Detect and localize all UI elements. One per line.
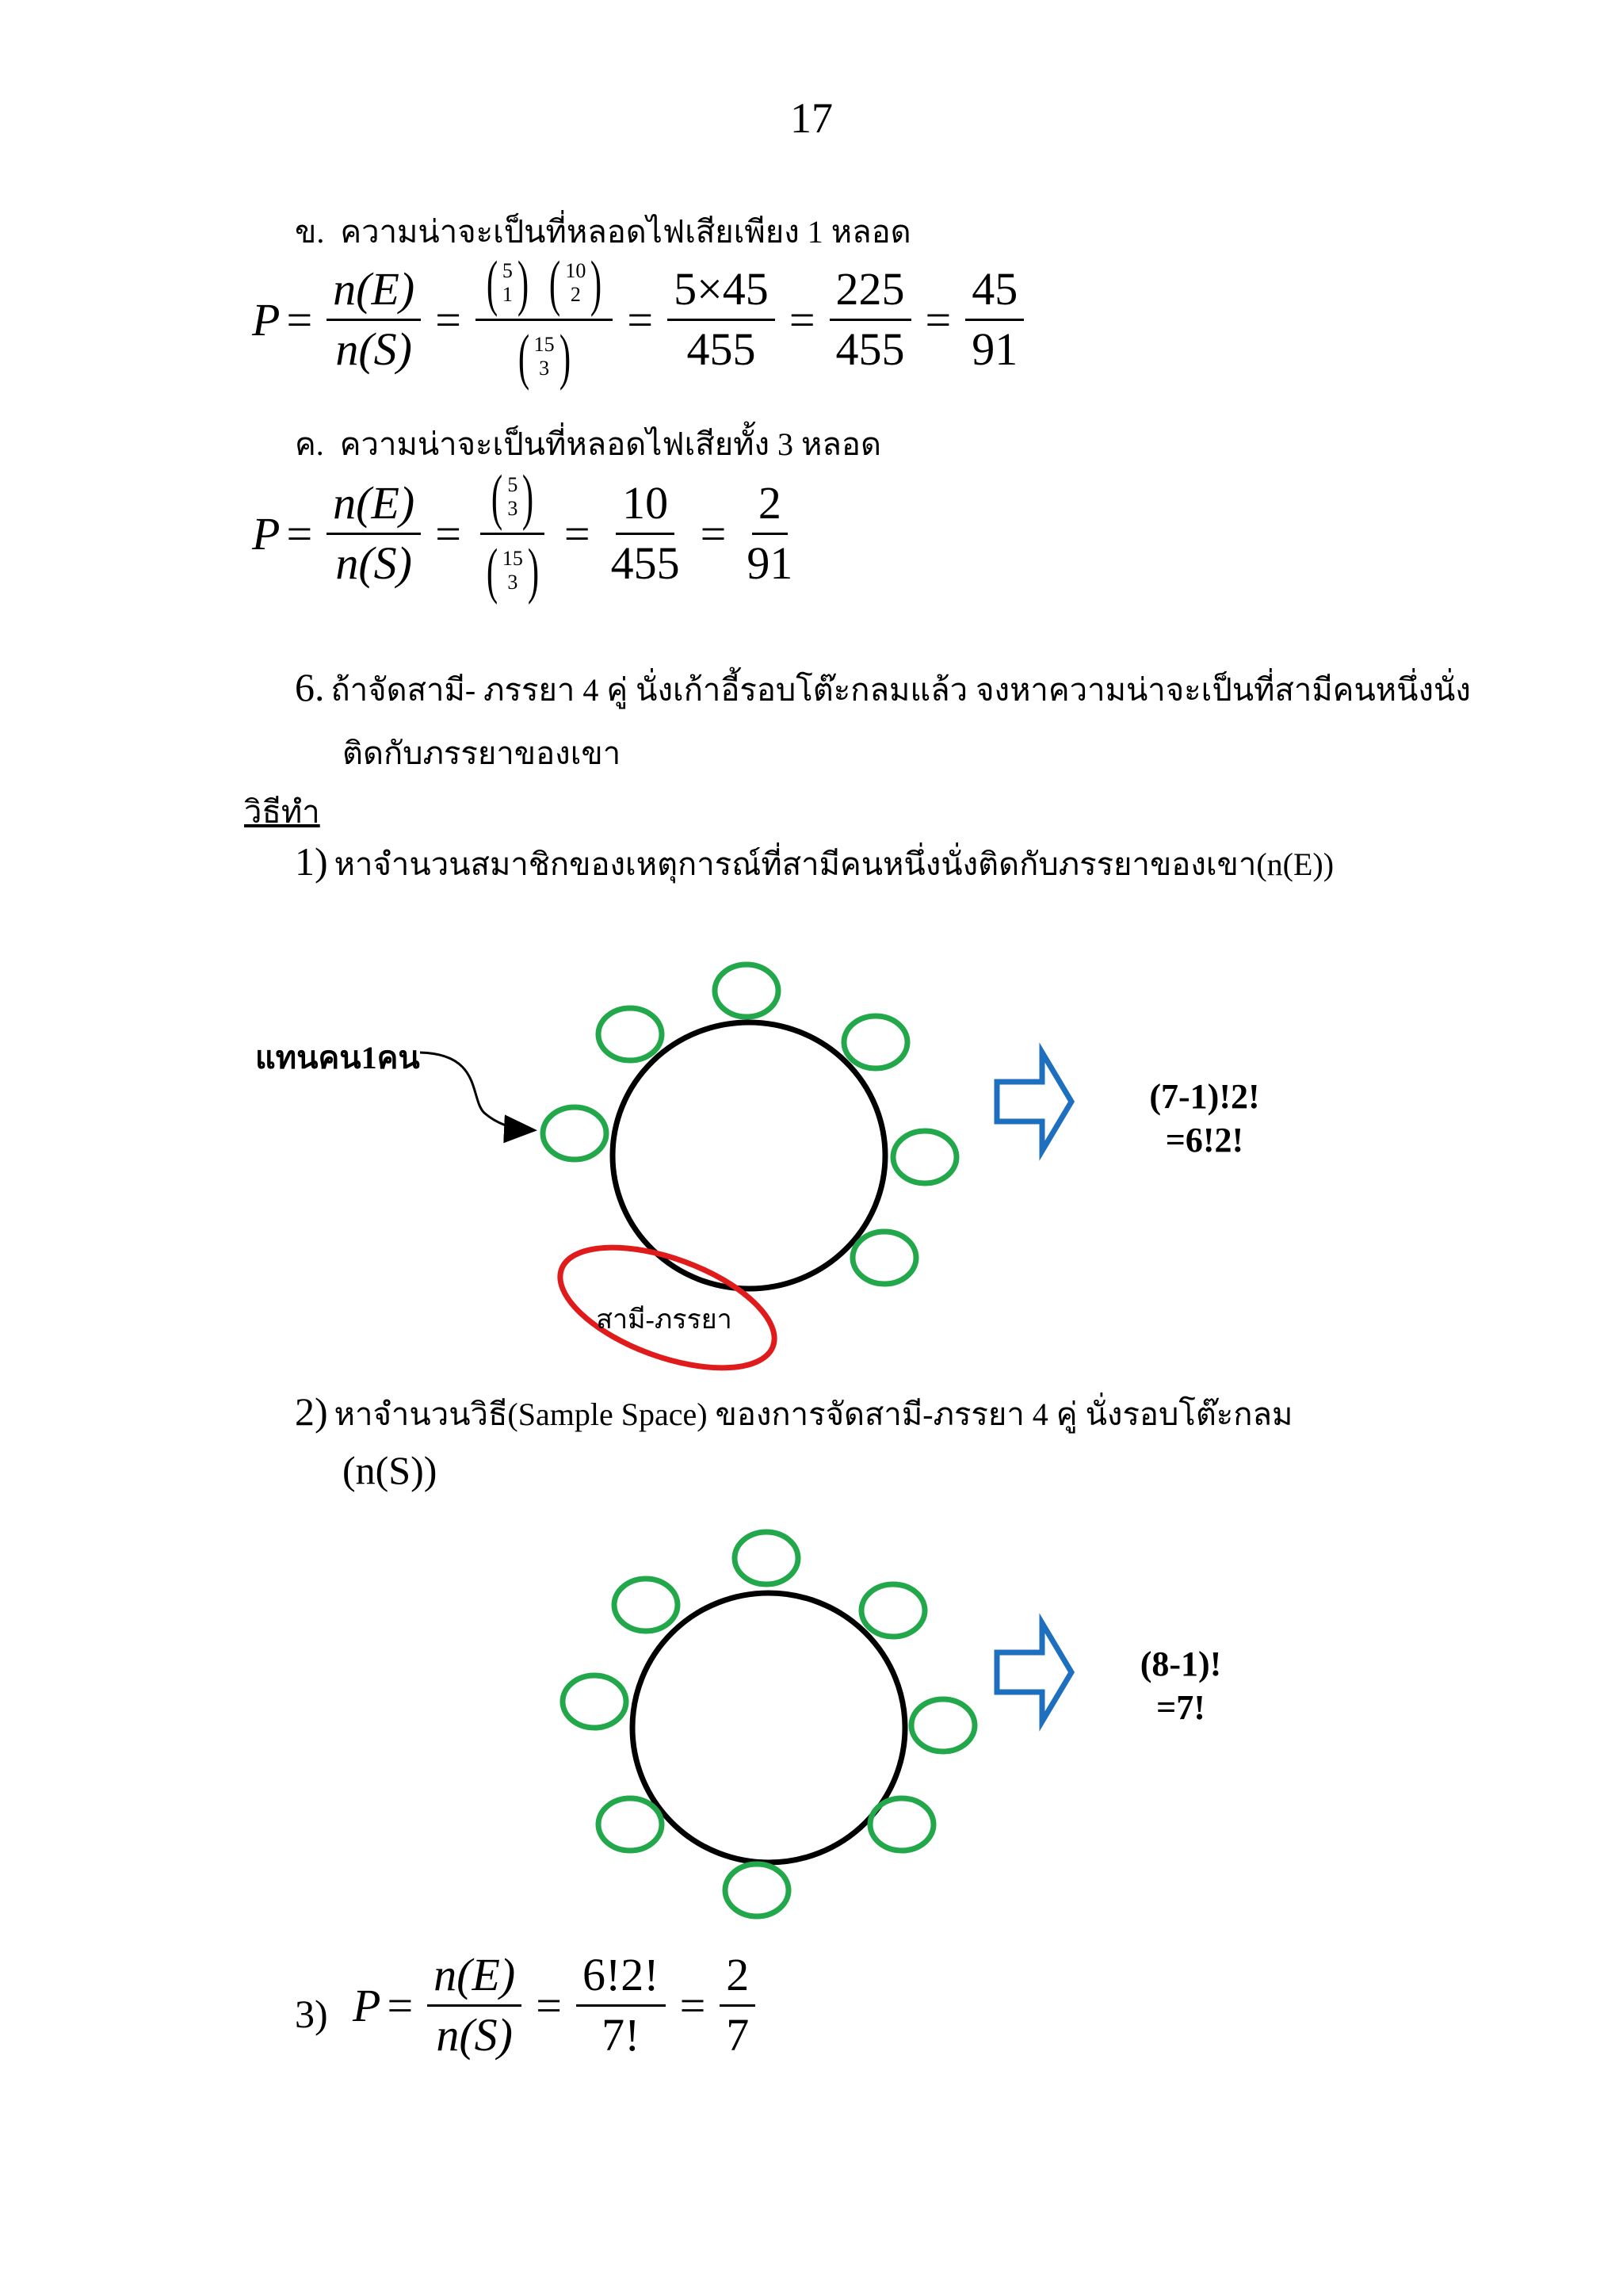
denominator: n(S) <box>335 323 412 375</box>
seat-circle <box>543 1107 606 1159</box>
step1-number: 1) <box>295 839 328 884</box>
equals-sign: = <box>435 294 461 346</box>
round-table <box>613 1022 885 1289</box>
numerator: 5×45 <box>667 266 775 321</box>
numerator: 2 <box>752 479 788 535</box>
couple-label: สามี-ภรรยา <box>596 1305 732 1335</box>
result-line1: (8-1)! <box>1140 1645 1222 1683</box>
numerator: n(E) <box>327 266 421 321</box>
numerator: n(E) <box>427 1951 521 2007</box>
equals-sign: = <box>700 508 727 560</box>
fraction-ne-ns <box>427 1951 521 2060</box>
binomial: ( 5 3 ) <box>491 462 534 531</box>
step2-text-line2: (n(S)) <box>342 1448 437 1492</box>
equals-sign: = <box>925 294 952 346</box>
seat-circle <box>911 1699 975 1752</box>
binom-bottom: 3 <box>507 571 518 594</box>
seat-circle <box>725 1864 789 1916</box>
binom-bottom: 2 <box>570 283 581 306</box>
equals-sign: = <box>286 508 313 560</box>
step2-text-line1: หาจำนวนวิธี(Sample Space) ของการจัดสามี-ภรรยา 4 คู่ นั่งรอบโต๊ะกลม <box>334 1396 1293 1432</box>
binom-top: 5 <box>507 473 518 497</box>
diagram2-result <box>1102 1642 1260 1729</box>
seat-circle <box>870 1798 934 1851</box>
binom-bottom: 1 <box>502 283 513 306</box>
denominator: 7 <box>726 2008 750 2061</box>
denominator: 455 <box>835 323 905 375</box>
seat-circle <box>715 965 778 1017</box>
step1-text: หาจำนวนสมาชิกของเหตุการณ์ที่สามีคนหนึ่งนั่งติดกับภรรยาของเขา(n(E)) <box>334 846 1335 882</box>
seat-circle <box>598 1798 662 1851</box>
diagram1-result <box>1102 1075 1308 1162</box>
right-block-arrow <box>997 1623 1071 1721</box>
fraction-step1 <box>576 1951 666 2060</box>
formula-lhs: P <box>252 294 281 346</box>
result-line2: =6!2! <box>1165 1121 1244 1159</box>
problem6-text-line2: ติดกับภรรยาของเขา <box>342 735 621 771</box>
part-b-marker: ข. <box>295 214 325 250</box>
part-c-marker: ค. <box>295 426 324 462</box>
denominator: 91 <box>972 323 1018 375</box>
numerator: n(E) <box>327 479 421 535</box>
denominator: 7! <box>601 2008 640 2061</box>
formula-lhs: P <box>353 1979 381 2031</box>
binomial: ( 15 3 ) <box>517 322 571 391</box>
page-number: 17 <box>790 94 833 142</box>
binom-top: 15 <box>533 333 555 357</box>
step2-number: 2) <box>295 1389 328 1434</box>
numerator: 2 <box>720 1951 755 2007</box>
denominator: 455 <box>610 537 680 589</box>
denominator: 91 <box>747 537 793 589</box>
seat-circle <box>598 1008 662 1060</box>
seat-circle <box>853 1232 916 1284</box>
seat-circle <box>735 1532 798 1584</box>
numerator: 225 <box>830 266 911 321</box>
binomial: ( 15 3 ) <box>486 536 540 605</box>
binom-top: 15 <box>502 547 523 571</box>
equals-sign: = <box>435 508 461 560</box>
binom-top: 5 <box>502 259 513 283</box>
equals-sign: = <box>387 1979 414 2031</box>
seat-circle <box>563 1675 626 1728</box>
numerator: 45 <box>965 266 1024 321</box>
annotation-label: แทนคน1คน <box>255 1040 420 1075</box>
equals-sign: = <box>536 1979 562 2031</box>
equals-sign: = <box>789 294 815 346</box>
result-line2: =7! <box>1156 1688 1205 1727</box>
problem6-text-line1: ถ้าจัดสามี- ภรรยา 4 คู่ นั่งเก้าอี้รอบโต๊ะกลมแล้ว จงหาความน่าจะเป็นที่สามีคนหนึ่งนั่ง <box>330 672 1471 708</box>
part-c-text: ความน่าจะเป็นที่หลอดไฟเสียทั้ง 3 หลอด <box>339 426 881 462</box>
problem6-number: 6. <box>295 665 325 709</box>
binom-top: 10 <box>565 259 586 283</box>
seat-circle <box>893 1131 957 1183</box>
part-b-text: ความน่าจะเป็นที่หลอดไฟเสียเพียง 1 หลอด <box>340 214 911 250</box>
seat-circle <box>844 1016 907 1068</box>
binom-bottom: 3 <box>539 357 550 380</box>
step3-number: 3) <box>295 1992 328 2036</box>
step3-formula <box>353 1951 763 2060</box>
equals-sign: = <box>286 294 313 346</box>
binomial: ( 5 1 ) <box>486 248 529 317</box>
formula-lhs: P <box>252 508 281 560</box>
denominator: 455 <box>686 323 756 375</box>
round-table <box>632 1593 905 1862</box>
denominator: n(S) <box>335 537 412 589</box>
method-heading: วิธีทำ <box>244 794 320 830</box>
equals-sign: = <box>679 1979 706 2031</box>
numerator: 10 <box>616 479 674 535</box>
denominator: n(S) <box>436 2008 513 2061</box>
binom-bottom: 3 <box>507 497 518 520</box>
binomial: ( 10 2 ) <box>549 248 602 317</box>
equals-sign: = <box>627 294 654 346</box>
step2-line1 <box>295 1389 1293 1439</box>
result-line1: (7-1)!2! <box>1149 1077 1260 1116</box>
right-block-arrow <box>997 1052 1071 1151</box>
numerator: 6!2! <box>576 1951 666 2007</box>
seat-circle <box>614 1579 678 1631</box>
annotation-arrow <box>420 1052 533 1130</box>
equals-sign: = <box>563 508 590 560</box>
fraction-result <box>720 1951 755 2060</box>
seat-circle <box>861 1584 925 1637</box>
